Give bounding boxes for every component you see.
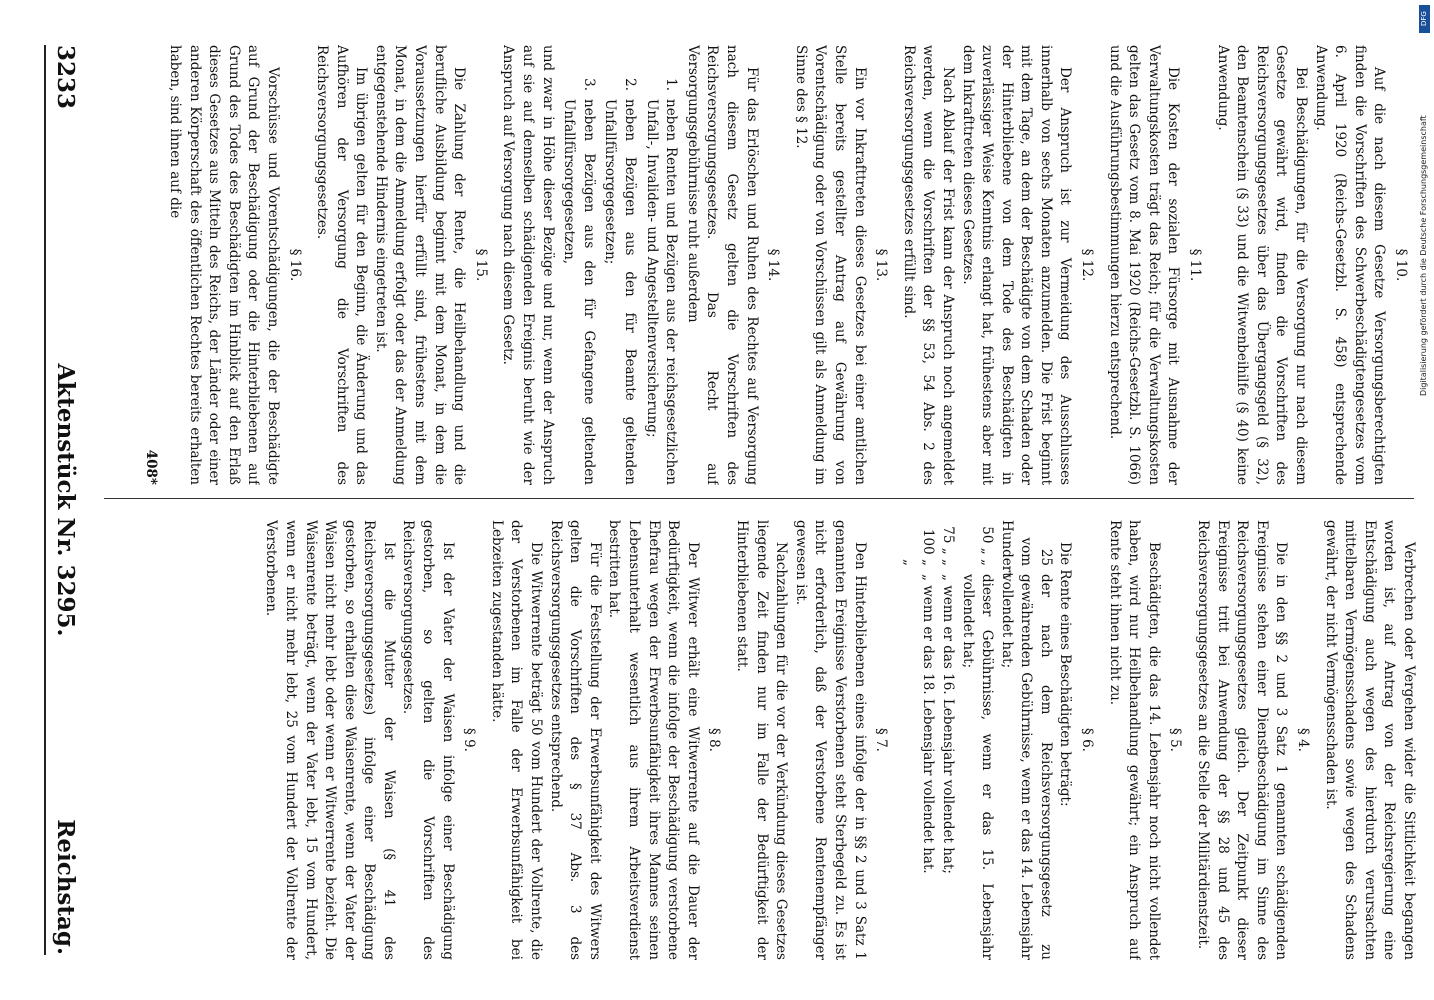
rate-item [996,520,1055,960]
paragraph: Im übrigen gelten für den Beginn, die Änderung und das Aufhören der Versorgung die Vorschriften des Reichsversorgungsgesetzes. [314,45,370,485]
dfg-logo: DFG [1419,5,1430,33]
paragraph: Verbrechen oder Vergehen wider die Sittlichkeit begangen worden ist, auf Antrag von der Reichsregierung eine Entschädigung auch wegen des hierdurch verursachten mittelbaren Vermögensschadens sowie wegen des Schadens gewährt, der nicht Vermögensschaden ist. [1322,520,1417,960]
item-text: neben Renten und Bezügen aus der reichsgesetzlichen Unfall-, Invaliden- und Angestelltenversicherung; [643,99,680,485]
header-right: 3233 [52,45,80,110]
paragraph: Beschädigten, die das 14. Lebensjahr noch nicht vollendet haben, wird nur Heilbehandlung gewährt; ein Anspruch auf Rente steht ihnen nicht zu. [1106,520,1162,960]
item-number: 75 „ „ [939,526,956,566]
section-heading: § 4. [1295,728,1312,752]
paragraph: Für das Erlöschen und Ruhen des Rechtes auf Versorgung nach diesem Gesetz gelten die Vorschriften des Reichsversorgungsgesetzes. Das Recht auf Versorgungsgebührnisse ruht außerdem [684,45,760,485]
section-heading: § 8. [706,728,723,752]
item-text: „ wenn er das 18. Lebensjahr vollendet hat. [920,574,937,874]
right-column [98,45,1418,485]
numbered-list-item [559,69,598,485]
section-heading: § 10. [1393,248,1409,282]
section-heading: § 12. [1079,248,1096,282]
rate-item [937,520,957,960]
list-row [559,69,598,485]
section-heading: § 7. [873,728,890,752]
item-number: 1. [663,78,680,91]
item-text: neben Bezügen aus den für Beamte geltenden Unfallfürsorgegesetzen; [602,99,639,485]
paragraph: Ein vor Inkrafttreten dieses Gesetzes bei einer amtlichen Stelle bereits gestellter Antrag auf Gewährung von Vorentschädigung oder von Vorschüssen gilt als Anmeldung im Sinne des § 12. [792,45,868,485]
paragraph: Für die Feststellung der Erwerbsunfähigkeit des Witwers gelten die Vorschriften des § 37 Abs. 3 des Reichsversorgungsgesetzes entsprechend. [547,520,603,960]
paragraph: Nachzahlungen für die vor der Verkündung dieses Gesetzes liegende Zeit finden nur im Falle der Bedürftigkeit der Hinterbliebenen statt. [734,520,790,960]
page-header [44,45,86,955]
item-number: 2. [622,78,639,91]
paragraph: Nach Ablauf der Frist kann der Anspruch noch angemeldet werden, wenn die Vorschriften der §§ 53, 54 Abs. 2 des Reichsversorgungsgesetzes erfüllt sind. [900,45,956,485]
list-row [600,69,639,485]
numbered-list-item [641,69,680,485]
section-heading: § 15. [472,248,489,282]
paragraph: Der Anspruch ist zur Vermeidung des Ausschlusses innerhalb von sechs Monaten anzumelden. Die Frist beginnt mit dem Tage, an dem der Beschädigte von dem Schaden oder der Hinterbliebene von dem Tode des Beschädigten in zuverlässiger Weise Kenntnis erlangt hat, frühestens aber mit dem Inkrafttreten dieses Gesetzes. [959,45,1074,485]
section-heading: § 6. [1079,728,1096,752]
rate-item [957,520,996,960]
paragraph: Der Witwer erhält eine Witwerrente auf die Dauer der Bedürftigkeit, wenn die infolge der Beschädigung verstorbene Ehefrau wegen der Erwerbsunfähigkeit ihres Mannes seinen Lebensunterhalt wesentlich aus ihrem Arbeitsverdienst bestritten hat. [606,520,701,960]
item-number: 50 „ „ [979,526,996,566]
numbered-list-item [600,69,639,485]
section-heading: § 13. [873,248,890,282]
section-heading: § 9. [461,728,478,752]
paragraph: Vorschüsse und Vorentschädigungen, die der Beschädigte auf Grund der Beschädigung oder die Hinterbliebenen auf Grund des Todes des Beschädigten im Hinblick auf den Erlaß dieses Gesetzes aus Mitteln des Reichs, der Länder oder einer anderen Körperschaft des öffentlichen Rechtes bereits erhalten haben, sind ihnen auf die [166,45,281,485]
section-heading: § 14. [765,248,782,282]
header-center: Aktenstück Nr. 3295. [52,363,80,637]
paragraph: Den Hinterbliebenen eines infolge der in §§ 2 und 3 Satz 1 genannten Ereignisse Verstorbenen steht Sterbegeld zu. Es ist nicht erforderlich, daß der Verstorbene Rentenempfänger gewesen ist. [792,520,868,960]
item-text: dieser Gebührnisse, wenn er das 15. Lebensjahr vollendet hat; [959,574,996,960]
paragraph: Die Witwerrente beträgt 50 vom Hundert der Vollrente, die der Verstorbenen im Falle der Erwerbsunfähigkeit bei Lebzeiten zugestanden hätte. [488,520,545,960]
item-number: 3. [580,78,597,91]
column-divider [104,498,1414,499]
paragraph: Ist die Mutter der Waisen (§ 41 des Reichsversorgungsgesetzes) infolge einer Beschädigung gestorben, so erhalten diese Waisenrente, wenn der Vater der Waisen nicht mehr lebt oder wenn er Witwerrente bezieht. Die Waisenrente beträgt, wenn der Vater lebt, 15 vom Hundert, wenn er nicht mehr lebt, 25 vom Hundert der Vollrente der Verstorbenen. [263,520,397,960]
paragraph: Die in den §§ 2 und 3 Satz 1 genannten schädigenden Ereignisse stehen einer Dienstbeschädigung im Sinne des Reichsversorgungsgesetzes gleich. Der Zeitpunkt dieser Ereignisse tritt bei Anwendung der §§ 28 und 45 des Reichsversorgungsgesetzes an die Stelle der Militärdienstzeit. [1195,520,1290,960]
paragraph: Auf die nach diesem Gesetze Versorgungsberechtigten finden die Vorschriften des Schwerbeschädigtengesetzes vom 6. April 1920 (Reichs-Gesetzbl. S. 458) entsprechende Anwendung. [1312,45,1388,485]
paragraph: Die Kosten der sozialen Fürsorge mit Ausnahme der Verwaltungskosten trägt das Reich; für die Verwaltungskosten gelten das Gesetz vom 8. Mai 1920 (Reichs-Gesetzbl. S. 1066) und die Ausführungsbestimmungen hierzu entsprechend. [1106,45,1182,485]
page-footer-mark: 408* [143,449,160,485]
rate-item [898,520,937,960]
item-text: der nach dem Reichsversorgungsgesetz zu gewährenden Gebührnisse, wenn er das 14. Lebensjahr vollendet hat; [998,574,1054,960]
section-heading: § 16. [286,248,303,282]
item-number: 25 vom Hundert [998,520,1054,578]
item-text: neben Bezügen aus den für Gefangene geltenden Unfallfürsorgegesetzen, [561,99,597,485]
digitization-credit: Digitalisierung gefördert durch die Deutsche Forschungsgemeinschaft [1419,115,1428,396]
paragraph: Bei Beschädigungen, für die Versorgung nur nach diesem Gesetze gewährt wird, finden die Vorschriften des Reichsversorgungsgesetzes über das Übergangsgeld (§ 32), den Beamtenschein (§ 33) und die Witwenbeihilfe (§ 40) keine Anwendung. [1214,45,1310,485]
paragraph: Ist der Vater der Waisen infolge einer Beschädigung gestorben, so gelten die Vorschriften des Reichsversorgungsgesetzes. [400,520,456,960]
section-heading: § 5. [1167,728,1184,752]
item-number: 100 „ „ [900,528,937,566]
paragraph: Die Zahlung der Rente, die Heilbehandlung und die berufliche Ausbildung beginnt mit dem Monat, in dem die Voraussetzungen hierfür erfüllt sind, frühestens mit dem Monat, in dem die Anmeldung erfolgt oder das der Anmeldung entgegenstehende Hindernis eingetreten ist. [372,45,468,485]
list-row [641,69,680,485]
left-column [98,520,1418,960]
header-left: Reichstag. [52,819,80,955]
rotated-page-content [14,0,1434,1000]
item-text: „ wenn er das 16. Lebensjahr vollendet hat; [939,574,956,874]
paragraph: Die Rente eines Beschädigten beträgt: [1057,542,1074,807]
paragraph: und zwar in Höhe dieser Bezüge und nur, wenn der Anspruch auf sie auf demselben schädigenden Ereignis beruht wie der Anspruch auf Versorgung nach diesem Gesetz. [500,45,556,485]
section-heading: § 11. [1187,248,1204,282]
